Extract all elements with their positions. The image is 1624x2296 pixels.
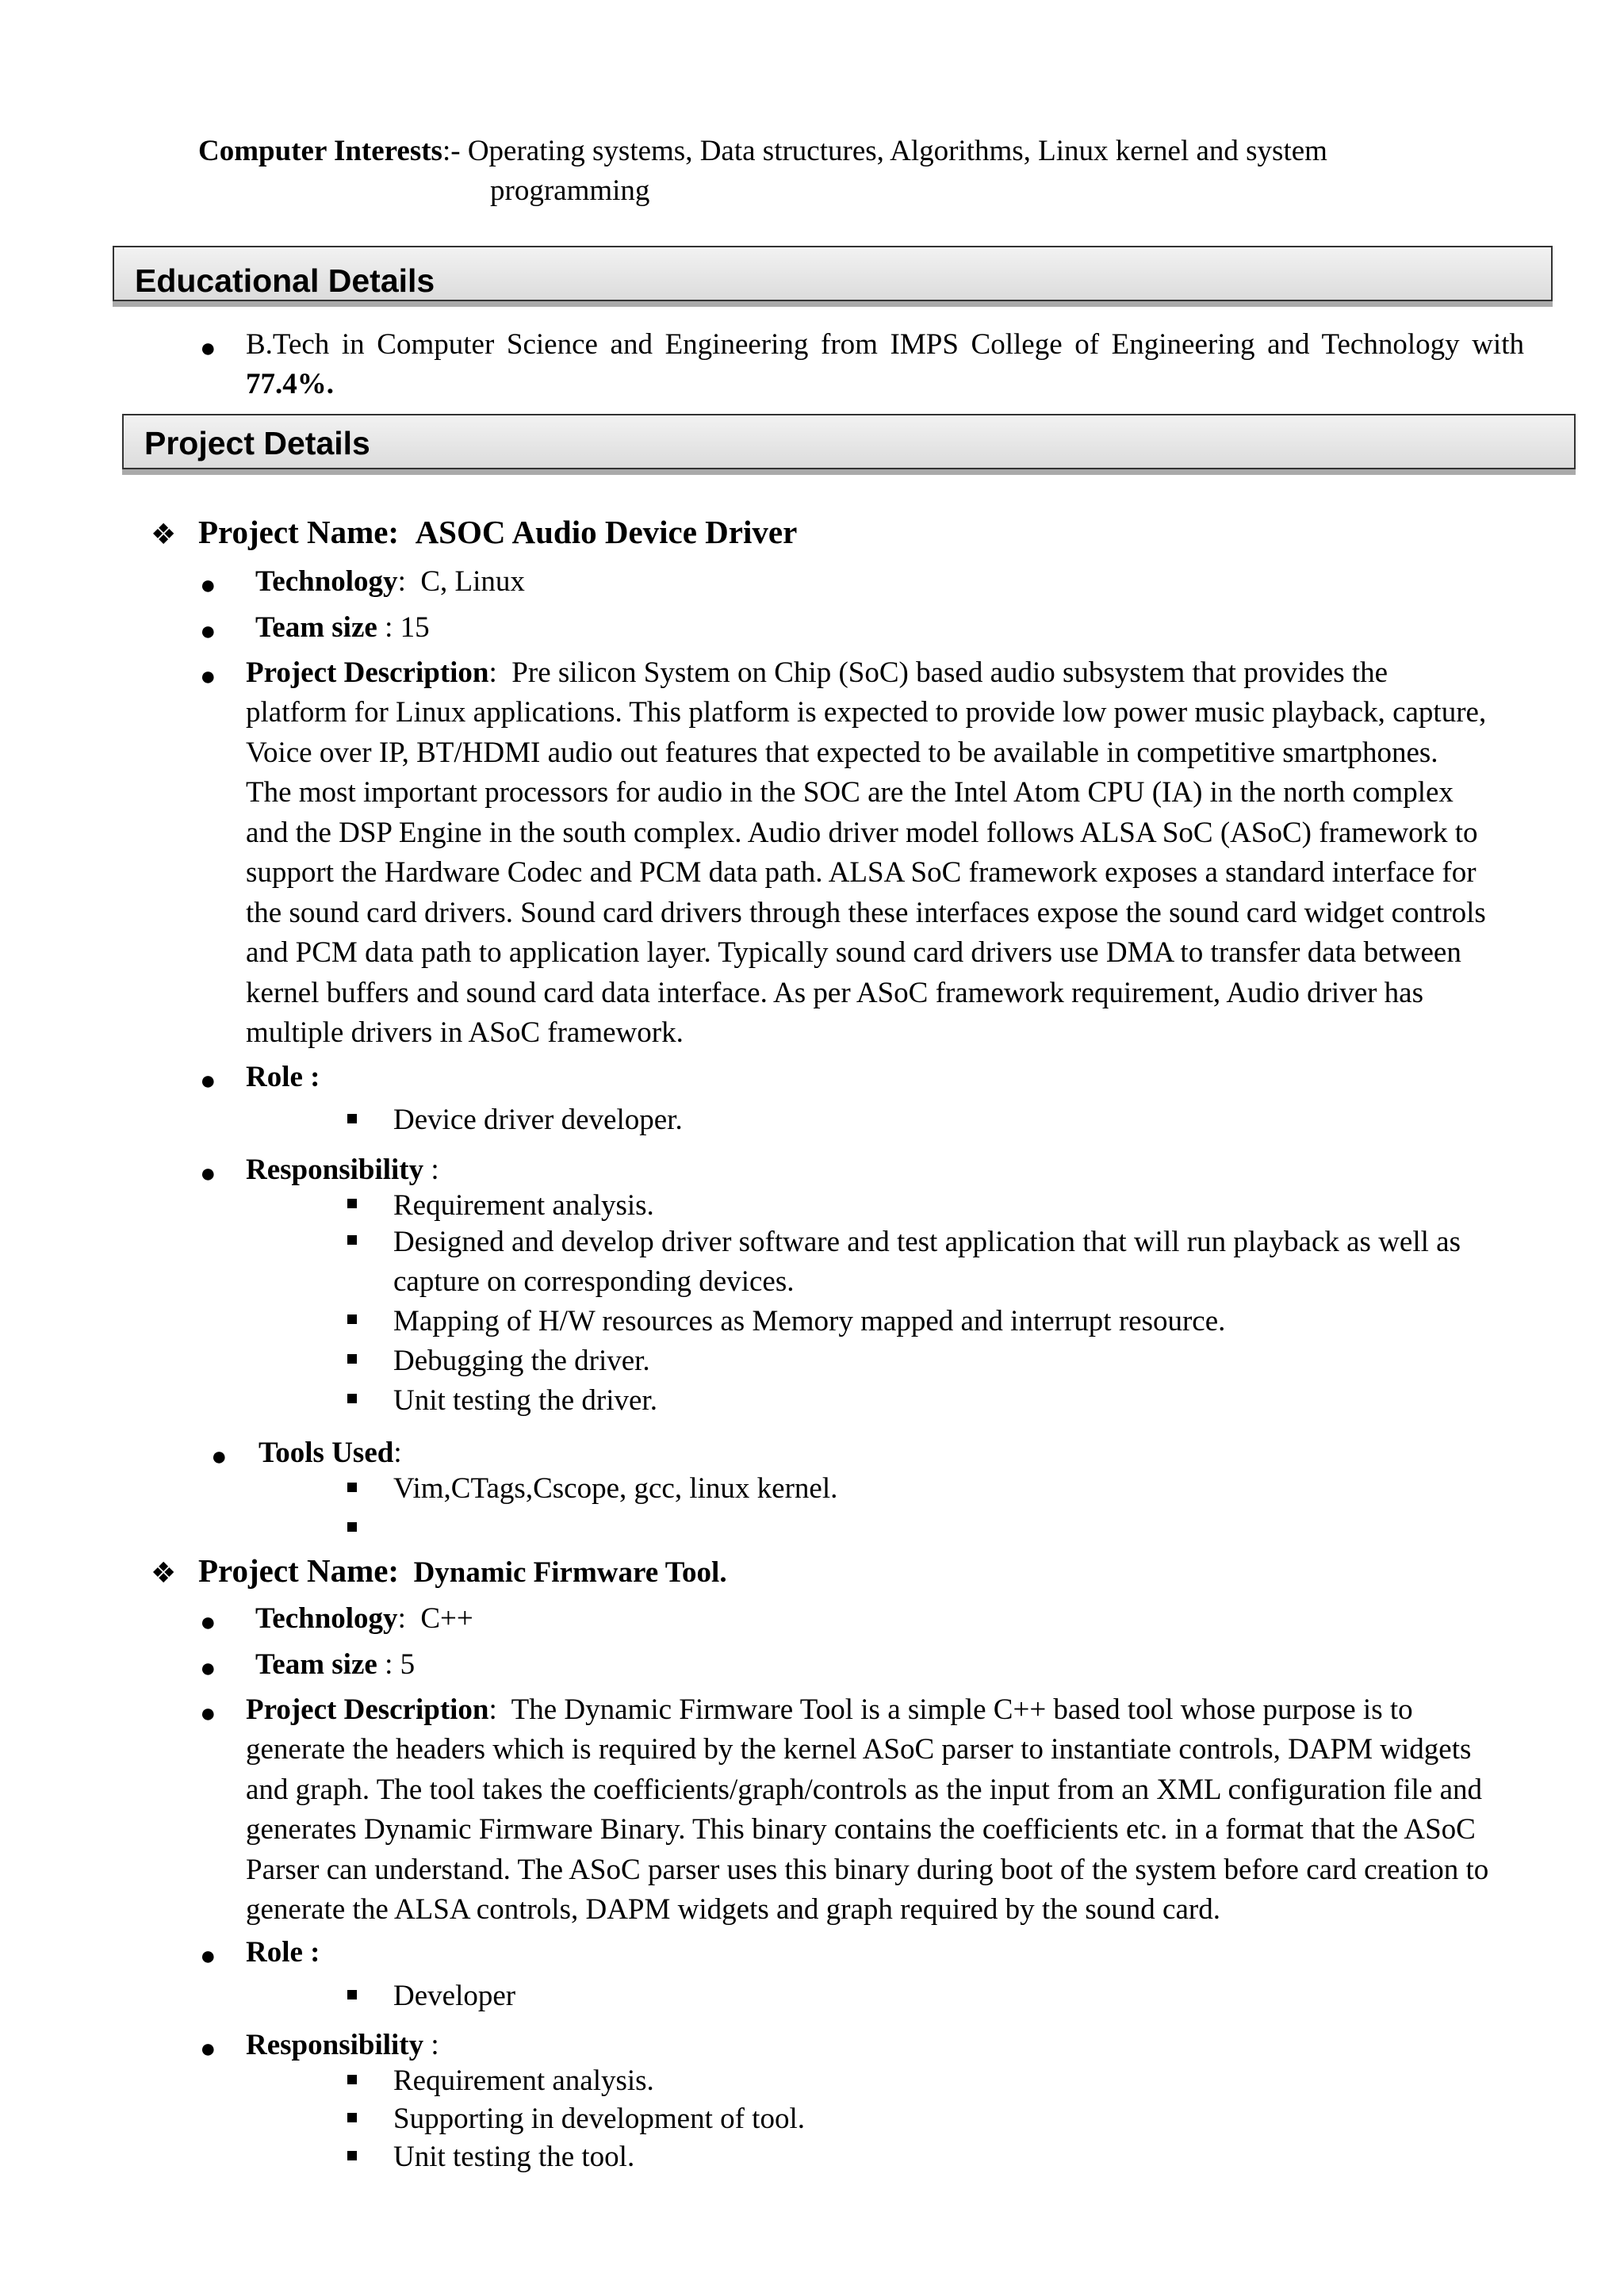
- tools-label: Tools Used: [259, 1437, 394, 1469]
- project-2-technology: Technology: C++: [255, 1602, 473, 1635]
- project-2-description-line: The Dynamic Firmware Tool is a simple C++ based tool whose purpose is to: [511, 1693, 1413, 1726]
- project-details-header: Project Details: [122, 414, 1576, 469]
- project-1-responsibility: Requirement analysis.: [393, 1189, 654, 1222]
- responsibility-label: Responsibility: [246, 1154, 424, 1186]
- project-name-label: Project Name:: [198, 1552, 400, 1589]
- square-bullet-icon: [347, 1199, 357, 1208]
- project-1-responsibility: Designed and develop driver software and test application that will run playback as well as: [393, 1226, 1461, 1258]
- project-1-name: ASOC Audio Device Driver: [415, 514, 798, 550]
- bullet-icon: ●: [200, 617, 216, 646]
- square-bullet-icon: [347, 1114, 357, 1123]
- project-2-name: Dynamic Firmware Tool.: [413, 1556, 727, 1589]
- square-bullet-icon: [347, 2075, 357, 2084]
- project-2-responsibility: Requirement analysis.: [393, 2064, 654, 2097]
- interests-label: Computer Interests: [198, 135, 442, 167]
- square-bullet-icon: [347, 2113, 357, 2122]
- project-1-title: [198, 512, 797, 552]
- project-2-responsibility: Supporting in development of tool.: [393, 2103, 805, 2135]
- computer-interests: [198, 132, 1546, 211]
- project-1-description-line: Pre silicon System on Chip (SoC) based audio subsystem that provides the: [511, 656, 1388, 689]
- project-2-technology-value: C++: [420, 1602, 473, 1635]
- project-1-role: Device driver developer.: [393, 1104, 683, 1136]
- diamond-bullet-icon: ❖: [151, 1557, 177, 1590]
- bullet-icon: ●: [200, 571, 216, 600]
- project-1-responsibility: Debugging the driver.: [393, 1345, 650, 1377]
- project-2-description-line: generate the ALSA controls, DAPM widgets and graph required by the sound card.: [246, 1893, 1220, 1926]
- project-name-label: Project Name:: [198, 514, 400, 550]
- project-1-description-line: and PCM data path to application layer. Typically sound card drivers use DMA to transfer data between: [246, 936, 1461, 969]
- bullet-icon: ●: [200, 1942, 216, 1971]
- bullet-icon: ●: [200, 662, 216, 691]
- technology-label: Technology: [255, 565, 398, 598]
- project-2-description-line: generates Dynamic Firmware Binary. This binary contains the coefficients etc. in a format that the ASoC: [246, 1813, 1476, 1846]
- team-size-label: Team size: [255, 611, 377, 644]
- project-1-description-line: support the Hardware Codec and PCM data path. ALSA SoC framework exposes a standard interface for: [246, 856, 1477, 889]
- project-1-description: [246, 693, 1524, 1054]
- interests-line-1: Operating systems, Data structures, Algorithms, Linux kernel and system: [467, 135, 1327, 167]
- project-1-description-line: kernel buffers and sound card data interface. As per ASoC framework requirement, Audio driver has: [246, 976, 1424, 1009]
- project-1-description-line: the sound card drivers. Sound card drivers through these interfaces expose the sound card widget controls: [246, 896, 1486, 929]
- square-bullet-icon: [347, 1314, 357, 1324]
- square-bullet-icon: [347, 2151, 357, 2160]
- bullet-icon: ●: [200, 1066, 216, 1096]
- bullet-icon: ●: [200, 1159, 216, 1188]
- project-1-responsibility-heading: Responsibility :: [246, 1154, 439, 1186]
- square-bullet-icon: [347, 1394, 357, 1403]
- square-bullet-icon: [347, 1483, 357, 1492]
- bullet-icon: ●: [200, 1654, 216, 1683]
- project-1-technology-value: C, Linux: [420, 565, 525, 598]
- project-2-description: [246, 1730, 1524, 1931]
- project-2-role: Developer: [393, 1980, 516, 2012]
- role-label: Role :: [246, 1936, 320, 1969]
- project-1-technology: Technology: C, Linux: [255, 565, 525, 598]
- description-label: Project Description: [246, 1693, 489, 1726]
- education-degree: B.Tech in Computer Science and Engineering from IMPS College of Engineering and Technology with: [246, 328, 1524, 361]
- project-1-tools: Vim,CTags,Cscope, gcc, linux kernel.: [393, 1472, 838, 1505]
- project-1-description-line: The most important processors for audio in the SOC are the Intel Atom CPU (IA) in the north complex: [246, 776, 1454, 809]
- team-size-label: Team size: [255, 1648, 377, 1681]
- project-2-description-line: Parser can understand. The ASoC parser uses this binary during boot of the system before card creation to: [246, 1853, 1489, 1886]
- project-1-team-size: Team size : 15: [255, 611, 430, 644]
- project-2-title: [198, 1551, 727, 1593]
- project-2-description-line: and graph. The tool takes the coefficients/graph/controls as the input from an XML configuration file and: [246, 1773, 1483, 1806]
- diamond-bullet-icon: ❖: [151, 519, 177, 551]
- square-bullet-icon: [347, 1522, 357, 1532]
- square-bullet-icon: [347, 1354, 357, 1364]
- role-label: Role :: [246, 1061, 320, 1093]
- project-2-team-size-value: 5: [400, 1648, 416, 1681]
- square-bullet-icon: [347, 1990, 357, 1999]
- bullet-icon: ●: [200, 2034, 216, 2064]
- project-1-description-line: and the DSP Engine in the south complex. Audio driver model follows ALSA SoC (ASoC) framework to: [246, 816, 1478, 849]
- project-1-description-line: platform for Linux applications. This platform is expected to provide low power music playback, capture,: [246, 696, 1487, 729]
- project-2-responsibility: Unit testing the tool.: [393, 2141, 635, 2173]
- project-2-description-first: Project Description: The Dynamic Firmware Tool is a simple C++ based tool whose purpose is to: [246, 1693, 1413, 1726]
- project-1-description-line: Voice over IP, BT/HDMI audio out features that expected to be available in competitive smartphones.: [246, 736, 1438, 769]
- project-2-team-size: Team size : 5: [255, 1648, 416, 1681]
- interests-separator: :-: [442, 135, 461, 167]
- bullet-icon: ●: [200, 1608, 216, 1637]
- project-1-responsibility: Mapping of H/W resources as Memory mapped and interrupt resource.: [393, 1305, 1226, 1337]
- project-1-responsibility: capture on corresponding devices.: [393, 1265, 795, 1298]
- project-1-team-size-value: 15: [400, 611, 430, 644]
- project-1-description-first: Project Description: Pre silicon System on Chip (SoC) based audio subsystem that provides the: [246, 656, 1388, 689]
- bullet-icon: ●: [200, 334, 216, 363]
- education-item: [246, 325, 1524, 404]
- description-label: Project Description: [246, 656, 489, 689]
- bullet-icon: ●: [211, 1442, 228, 1471]
- project-1-responsibility: Unit testing the driver.: [393, 1384, 657, 1417]
- technology-label: Technology: [255, 1602, 398, 1635]
- project-2-responsibility-heading: Responsibility :: [246, 2029, 439, 2061]
- square-bullet-icon: [347, 1235, 357, 1245]
- project-1-tools-heading: Tools Used:: [259, 1437, 402, 1469]
- interests-line-2: programming: [490, 174, 650, 207]
- project-1-description-line: multiple drivers in ASoC framework.: [246, 1016, 684, 1049]
- bullet-icon: ●: [200, 1699, 216, 1728]
- educational-details-header: Educational Details: [113, 246, 1553, 301]
- responsibility-label: Responsibility: [246, 2029, 424, 2061]
- education-score: 77.4%.: [246, 368, 334, 400]
- project-2-description-line: generate the headers which is required by the kernel ASoC parser to instantiate controls, DAPM widgets: [246, 1733, 1472, 1766]
